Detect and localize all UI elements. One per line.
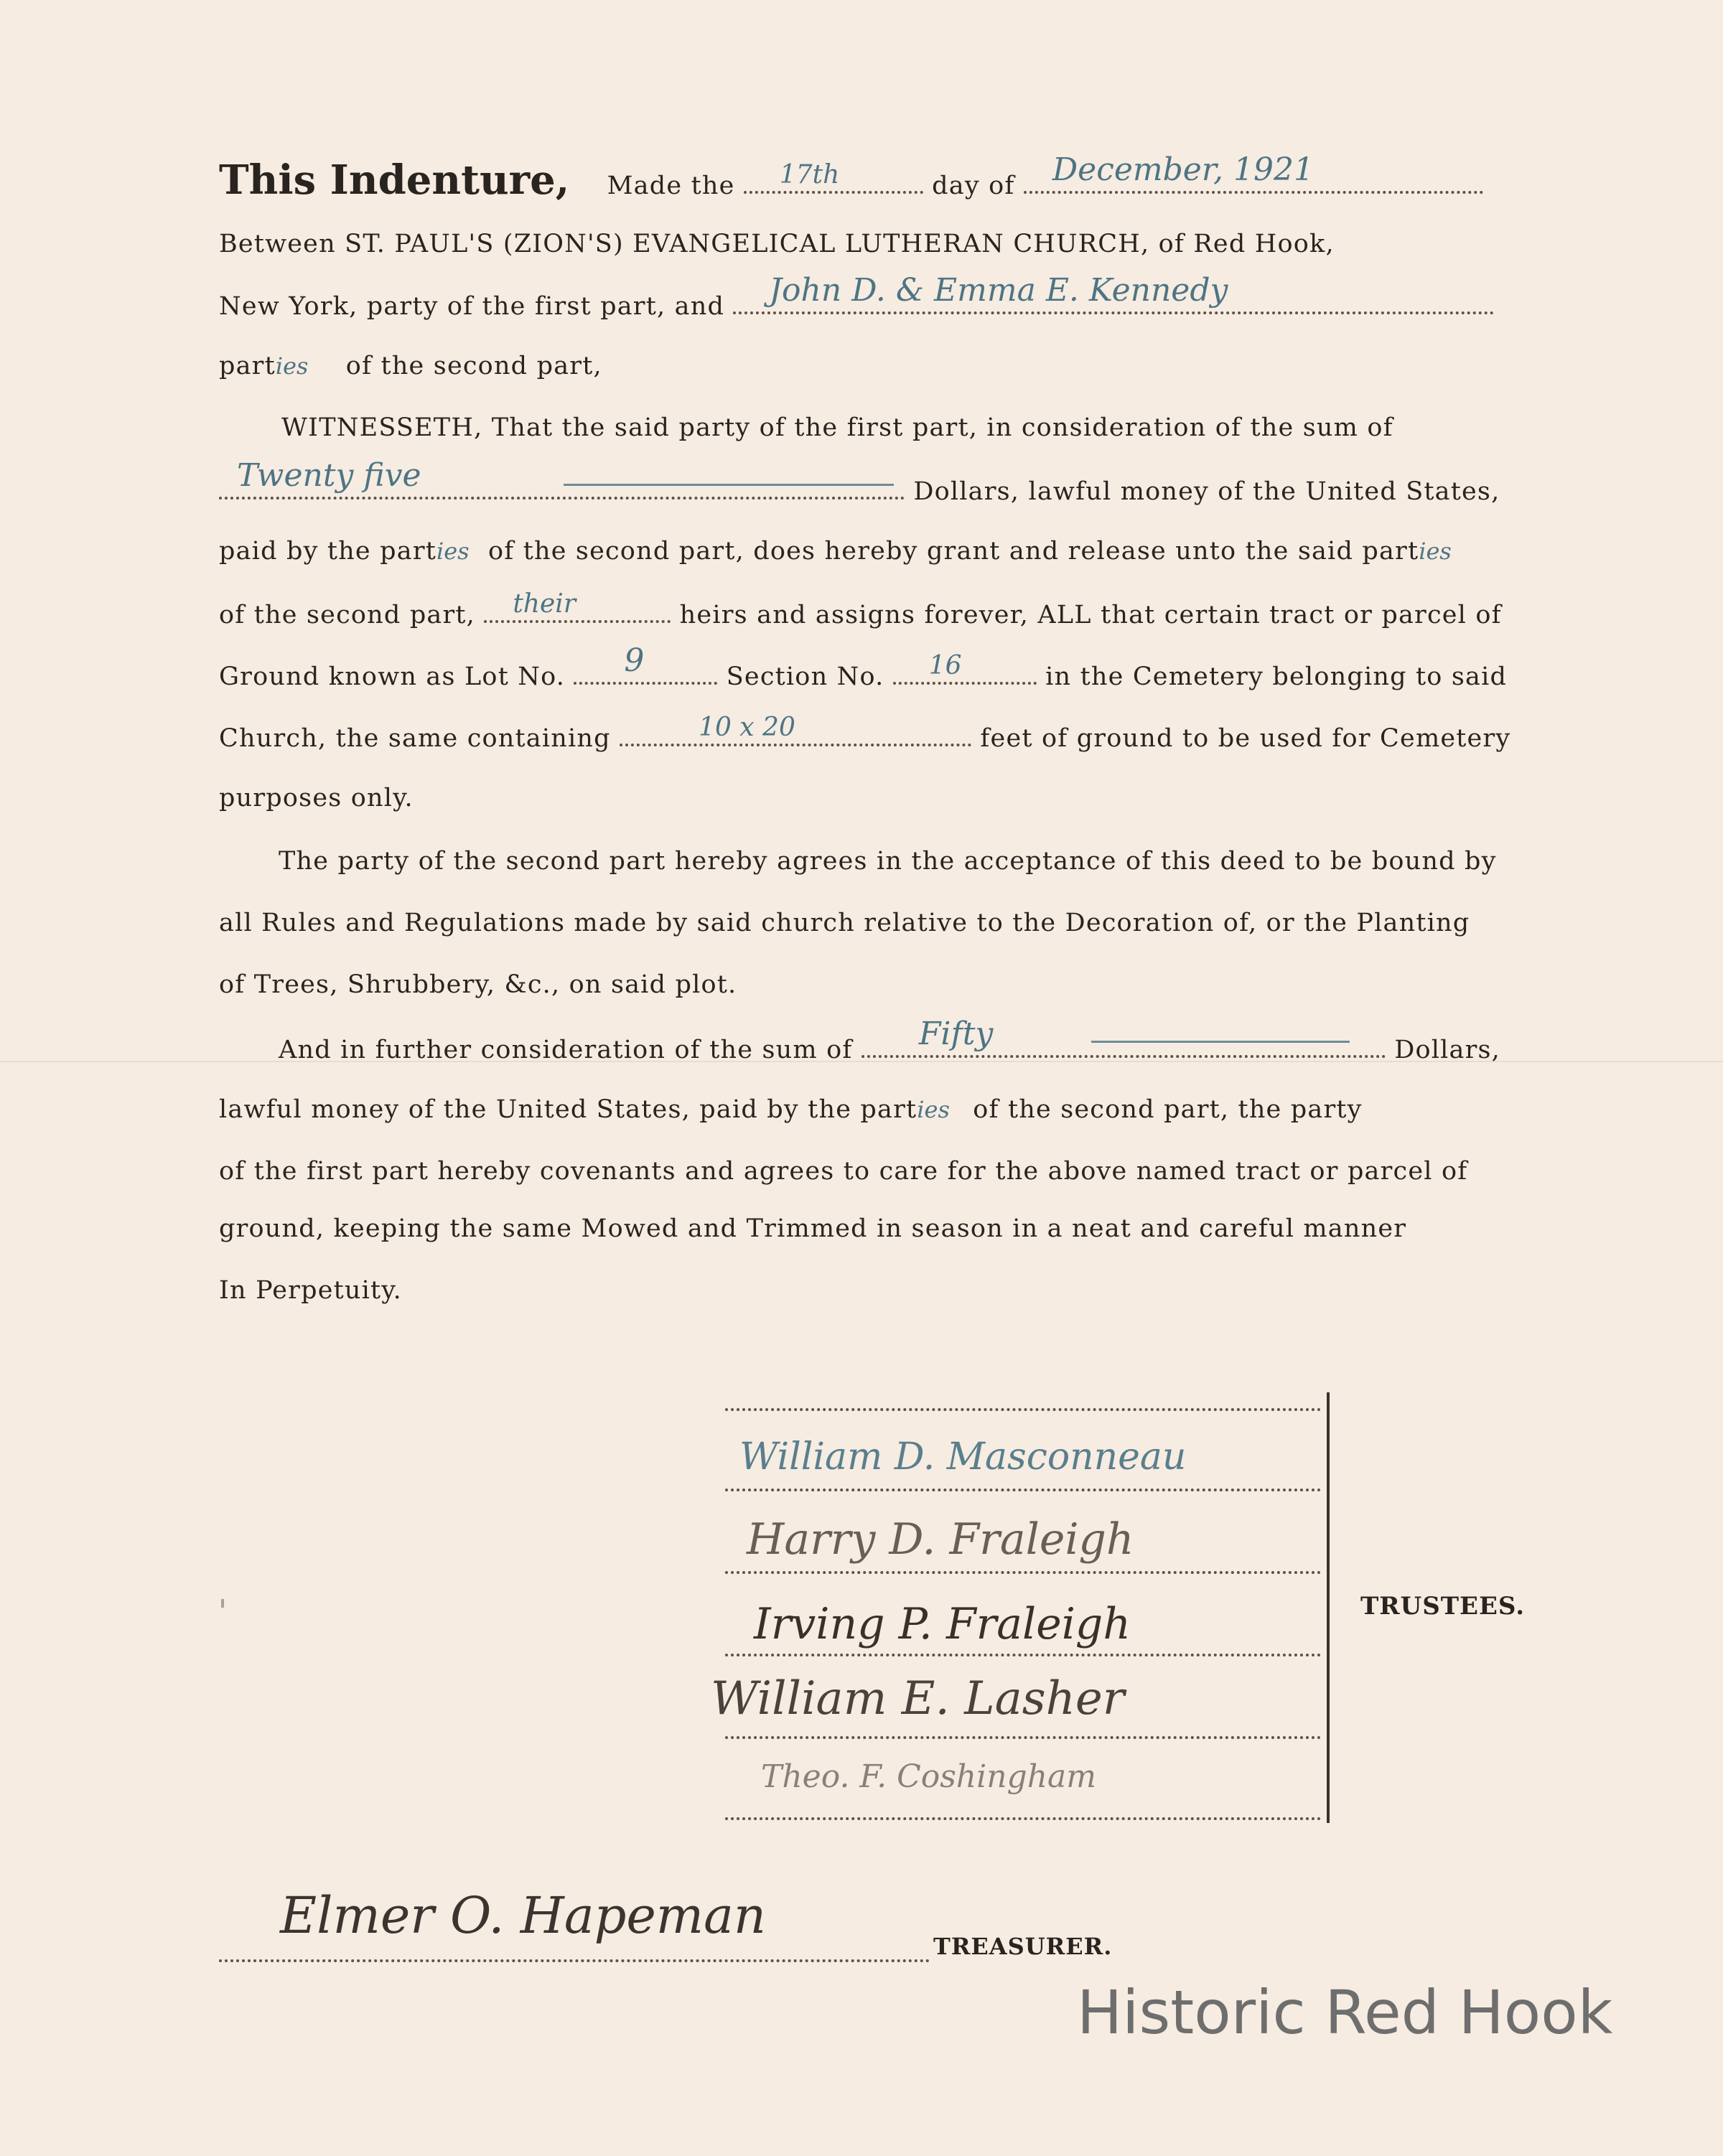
indenture-line-15 [279,1016,1522,1064]
trustee-signature-1: William D. Masconneau [739,1435,1187,1478]
indenture-line-19: In Perpetuity. [219,1276,402,1305]
paper-speck [221,1599,224,1608]
party-field [733,272,1494,314]
line9-b: Section No. [726,662,884,691]
indenture-line-7 [219,537,1522,566]
indenture-line-16 [219,1095,1522,1124]
indenture-line-12: The party of the second part hereby agrees in the acceptance of this deed to be bound by [279,847,1497,876]
indenture-line-17: of the first part hereby covenants and agrees to care for the above named tract or parcel of [219,1157,1468,1186]
further-amount-field [862,1016,1386,1058]
indenture-line-18: ground, keeping the same Mowed and Trimmed in season in a neat and careful manner [219,1214,1407,1243]
signature-line-5 [725,1733,1321,1739]
section-value: 16 [928,651,962,680]
indenture-line-9 [219,642,1522,691]
indenture-line-4 [219,352,1522,380]
document-title: This Indenture, [219,156,570,204]
line7-b: of the second part, does hereby grant and release unto the said part [487,537,1419,566]
trustee-signature-5: Theo. F. Coshingham [761,1758,1097,1795]
line9-c: in the Cemetery belonging to said [1045,662,1508,691]
section-field [893,651,1037,685]
indenture-line-2: Between ST. PAUL'S (ZION'S) EVANGELICAL LUTHERAN CHURCH, of Red Hook, [219,230,1335,258]
line9-a: Ground known as Lot No. [219,662,566,691]
trustee-signature-3: Irving P. Fraleigh [754,1599,1131,1649]
signature-line-4 [725,1651,1321,1656]
indenture-line-6 [219,457,1522,506]
line7-b-suffix: ies [1419,538,1452,565]
treasurer-signature: Elmer O. Hapeman [280,1886,766,1945]
signature-line-2 [725,1486,1321,1491]
further-amount-value: Fifty [918,1016,994,1052]
size-value: 10 x 20 [699,713,795,742]
line4-prefix: part [219,352,276,380]
watermark-text: Historic Red Hook [1077,1977,1613,2048]
indenture-line-5: WITNESSETH, That the said party of the first part, in consideration of the sum of [281,413,1393,442]
day-value: 17th [779,160,840,189]
size-field [620,713,971,746]
made-the-label: Made the [607,172,735,200]
month-year-value: December, 1921 [1052,151,1314,188]
indenture-line-14: of Trees, Shrubbery, &c., on said plot. [219,970,737,999]
trustees-label: TRUSTEES. [1360,1592,1526,1621]
trustee-signature-4: William E. Lasher [711,1672,1125,1725]
their-field [484,589,671,623]
line8-a: of the second part, [219,601,476,629]
indenture-line-1 [219,151,1522,204]
month-year-field [1024,151,1483,194]
further-amount-underline [1091,1041,1350,1043]
line6-text: Dollars, lawful money of the United States, [913,477,1500,506]
signature-line-3 [725,1568,1321,1574]
trustee-signature-2: Harry D. Fraleigh [747,1514,1134,1565]
amount-value: Twenty five [237,457,421,494]
line4-suffix: ies [275,352,309,380]
indenture-line-13: all Rules and Regulations made by said church relative to the Decoration of, or the Planting [219,909,1470,937]
indenture-line-10 [219,713,1522,753]
lot-value: 9 [624,642,645,679]
line16-suffix: ies [917,1096,950,1123]
line16-b: of the second part, the party [973,1095,1363,1124]
line4-text: of the second part, [345,352,602,380]
amount-field [219,457,905,500]
line16-a: lawful money of the United States, paid by the part [219,1095,917,1124]
line10-b: feet of ground to be used for Cemetery [980,724,1511,753]
trustees-brace [1327,1392,1330,1823]
lot-field [574,642,717,685]
line8-b: heirs and assigns forever, ALL that certain tract or parcel of [679,601,1502,629]
line15-b: Dollars, [1394,1036,1501,1064]
signature-line-6 [725,1814,1321,1820]
their-value: their [513,589,576,619]
signature-line-1 [725,1405,1321,1411]
line10-a: Church, the same containing [219,724,611,753]
line3-prefix: New York, party of the first part, and [219,292,725,321]
line7-a: paid by the part [219,537,437,566]
indenture-line-8 [219,589,1522,629]
day-of-label: day of [932,172,1015,200]
amount-underline [564,484,894,486]
line7-a-suffix: ies [436,538,470,565]
day-field [744,160,923,194]
line15-a: And in further consideration of the sum of [279,1036,853,1064]
indenture-line-3 [219,272,1522,321]
indenture-line-11: purposes only. [219,784,414,812]
party-value: John D. & Emma E. Kennedy [769,272,1228,309]
treasurer-label: TREASURER. [933,1933,1113,1960]
